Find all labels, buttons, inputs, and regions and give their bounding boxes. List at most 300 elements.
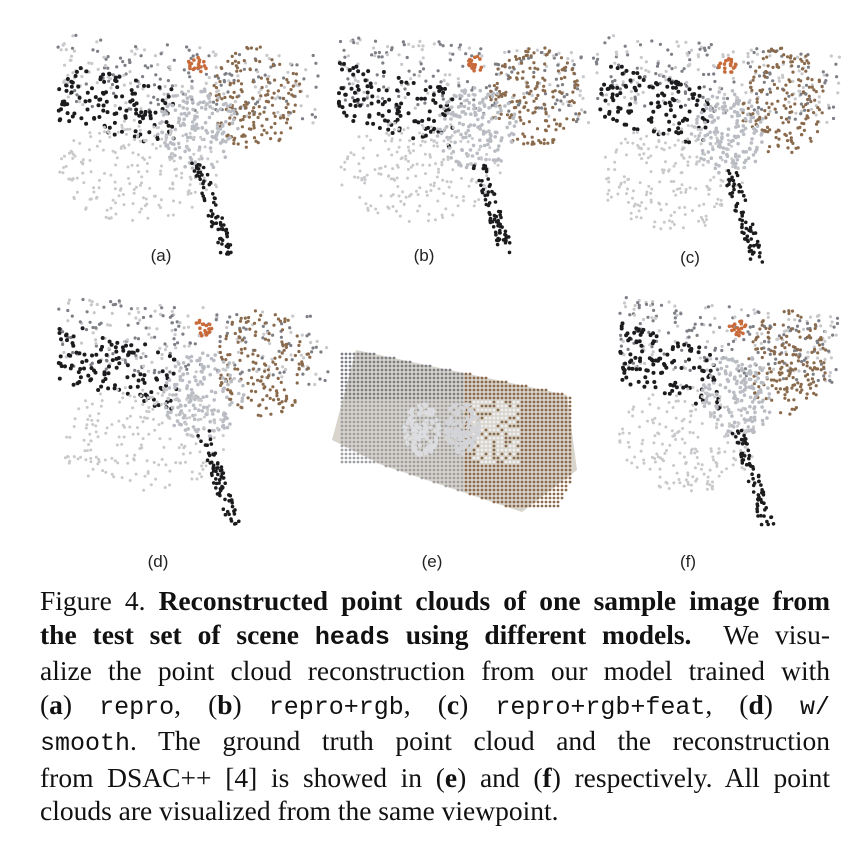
cloud-point [732, 66, 736, 70]
cloud-point [196, 53, 199, 56]
gt-point [513, 413, 516, 416]
cloud-point [182, 416, 186, 420]
cloud-point [65, 89, 69, 93]
gt-point [341, 409, 344, 412]
cloud-point [209, 140, 213, 144]
cloud-point [818, 108, 821, 111]
cloud-point [283, 317, 286, 320]
cloud-point [744, 118, 748, 122]
cloud-point [636, 131, 639, 134]
gt-point [505, 397, 508, 400]
cloud-point [87, 443, 90, 446]
gt-point [377, 425, 380, 428]
cloud-point [491, 104, 494, 107]
cloud-point [62, 81, 65, 84]
cloud-point [635, 216, 638, 219]
cloud-point [460, 148, 464, 152]
cloud-point [225, 72, 228, 75]
cloud-point [179, 462, 182, 465]
gt-point [417, 381, 420, 384]
cloud-point [128, 61, 131, 64]
gt-point [437, 389, 440, 392]
cloud-point [640, 201, 643, 204]
gt-point [349, 441, 352, 444]
cloud-point [702, 164, 705, 167]
gt-point [417, 417, 420, 420]
cloud-point [377, 55, 380, 58]
cloud-point [261, 356, 264, 359]
cloud-point [213, 197, 217, 201]
cloud-point [136, 164, 139, 167]
gt-point [393, 389, 396, 392]
cloud-point [229, 251, 233, 255]
cloud-point [66, 77, 70, 81]
cloud-point [676, 90, 680, 94]
cloud-point [473, 204, 476, 207]
cloud-point [113, 383, 117, 387]
cloud-point [281, 328, 284, 331]
cloud-point [552, 54, 555, 57]
cloud-point [605, 93, 608, 96]
cloud-point [280, 340, 283, 343]
cloud-point [144, 393, 148, 397]
cloud-point [380, 194, 383, 197]
cloud-point [68, 299, 71, 302]
cloud-point [168, 484, 171, 487]
cloud-point [386, 45, 389, 48]
gt-point [341, 429, 344, 432]
cloud-point [311, 113, 314, 116]
gt-point [433, 393, 436, 396]
cloud-point [835, 75, 838, 78]
cloud-point [153, 429, 156, 432]
cloud-point [211, 112, 215, 116]
cloud-point [168, 187, 171, 190]
cloud-point [86, 91, 90, 95]
gt-point [361, 369, 364, 372]
gt-point [389, 425, 392, 428]
cloud-point [195, 370, 198, 373]
cloud-point [421, 48, 424, 51]
cloud-point [85, 423, 88, 426]
cloud-point [188, 380, 192, 384]
gt-point [457, 393, 460, 396]
cloud-point [742, 102, 745, 105]
gt-point [545, 417, 548, 420]
gt-point [357, 425, 360, 428]
cloud-point [127, 324, 130, 327]
gt-point [345, 369, 348, 372]
cloud-point [279, 320, 282, 323]
cloud-point [215, 482, 219, 486]
cloud-point [815, 123, 818, 126]
cloud-point [762, 57, 765, 60]
cloud-point [688, 156, 691, 159]
cloud-point [66, 455, 69, 458]
gt-point [425, 369, 428, 372]
gt-point [541, 429, 544, 432]
cloud-point [159, 386, 163, 390]
cloud-point [672, 123, 675, 126]
cloud-point [172, 214, 175, 217]
cloud-point [428, 153, 431, 156]
cloud-point [731, 191, 735, 195]
gt-point [361, 433, 364, 436]
gt-point [409, 369, 412, 372]
gt-point [505, 389, 508, 392]
cloud-point [787, 95, 790, 98]
cloud-point [109, 86, 112, 89]
gt-point [461, 389, 464, 392]
gt-point [429, 369, 432, 372]
cloud-point [778, 80, 781, 83]
cloud-point [81, 103, 84, 106]
cloud-point [815, 90, 818, 93]
cloud-point [346, 157, 349, 160]
cloud-point [196, 66, 200, 70]
cloud-point [740, 211, 744, 215]
cloud-point [190, 355, 194, 359]
cloud-point [73, 50, 76, 53]
gt-point [385, 409, 388, 412]
cloud-point [176, 341, 179, 344]
cloud-point [137, 170, 140, 173]
cloud-point [471, 137, 474, 140]
gt-point [521, 429, 524, 432]
cloud-point [233, 367, 236, 370]
cloud-point [174, 393, 178, 397]
cloud-point [393, 128, 396, 131]
cloud-point [99, 385, 103, 389]
ground-truth-cloud-e [322, 340, 592, 540]
cloud-point [525, 85, 528, 88]
cloud-point [398, 195, 401, 198]
cloud-point [468, 185, 471, 188]
cloud-point [72, 383, 76, 387]
cloud-point [525, 54, 528, 57]
cloud-point [175, 414, 178, 417]
cloud-point [170, 125, 174, 129]
cloud-point [160, 165, 163, 168]
cloud-point [107, 371, 111, 375]
cloud-point [477, 109, 481, 113]
cloud-point [631, 142, 634, 145]
cloud-point [716, 198, 719, 201]
cloud-point [160, 357, 163, 360]
gt-point [421, 373, 424, 376]
gt-point [365, 385, 368, 388]
cloud-point [519, 119, 522, 122]
cloud-point [72, 334, 76, 338]
cloud-point [713, 119, 717, 123]
cloud-point [110, 216, 113, 219]
cloud-point [650, 188, 653, 191]
cloud-point [238, 335, 241, 338]
cloud-point [735, 111, 739, 115]
gt-point [421, 441, 424, 444]
cloud-point [228, 398, 231, 401]
cloud-point [356, 98, 360, 102]
cloud-point [663, 101, 667, 105]
gt-point [481, 381, 484, 384]
gt-point [481, 409, 484, 412]
cloud-point [786, 146, 789, 149]
cloud-point [244, 317, 247, 320]
cloud-point [659, 73, 662, 76]
cloud-point [122, 193, 125, 196]
cloud-point [811, 86, 814, 89]
cloud-point [387, 98, 391, 102]
gt-point [501, 405, 504, 408]
cloud-point [217, 369, 221, 373]
cloud-point [295, 63, 298, 66]
cloud-point [293, 399, 296, 402]
cloud-point [351, 119, 355, 123]
cloud-point [165, 388, 168, 391]
cloud-point [117, 356, 121, 360]
cloud-point [277, 377, 280, 380]
cloud-point [87, 475, 90, 478]
cloud-point [363, 176, 366, 179]
cloud-point [302, 356, 305, 359]
gt-point [437, 409, 440, 412]
cloud-point [536, 68, 539, 71]
cloud-point [83, 439, 86, 442]
cloud-point [258, 98, 261, 101]
gt-point [349, 377, 352, 380]
cloud-point [105, 58, 108, 61]
cloud-point [728, 179, 732, 183]
cloud-point [733, 209, 737, 213]
cloud-point [703, 47, 706, 50]
cloud-point [358, 196, 361, 199]
cloud-point [99, 140, 102, 143]
gt-point [493, 417, 496, 420]
cloud-point [740, 130, 744, 134]
gt-point [561, 405, 564, 408]
cloud-point [274, 132, 277, 135]
gt-point [377, 441, 380, 444]
cloud-point [340, 166, 343, 169]
gt-point [345, 421, 348, 424]
gt-point [505, 385, 508, 388]
gt-point [433, 377, 436, 380]
gt-point [381, 405, 384, 408]
cloud-point [426, 194, 429, 197]
cloud-point [689, 186, 692, 189]
cloud-point [114, 345, 118, 349]
gt-point [409, 361, 412, 364]
cloud-point [219, 223, 223, 227]
gt-point [505, 401, 508, 404]
cloud-point [110, 207, 113, 210]
cloud-point [818, 101, 821, 104]
gt-point [481, 397, 484, 400]
gt-point [405, 377, 408, 380]
cloud-point [140, 208, 143, 211]
cloud-point [484, 198, 488, 202]
cloud-point [285, 343, 288, 346]
cloud-point [66, 74, 69, 77]
cloud-point [684, 191, 687, 194]
gt-point [381, 381, 384, 384]
cloud-point [695, 103, 699, 107]
cloud-point [301, 334, 304, 337]
cloud-point [754, 70, 757, 73]
gt-point [349, 381, 352, 384]
cloud-point [210, 357, 214, 361]
cloud-point [494, 131, 498, 135]
cloud-point [200, 155, 203, 158]
cloud-point [416, 103, 419, 106]
cloud-point [532, 61, 535, 64]
gt-point [521, 401, 524, 404]
cloud-point [124, 109, 128, 113]
cloud-point [147, 433, 150, 436]
cloud-point [113, 121, 117, 125]
cloud-point [451, 168, 454, 171]
cloud-point [515, 49, 518, 52]
gt-point [557, 429, 560, 432]
cloud-point [749, 226, 753, 230]
cloud-point [470, 54, 473, 57]
gt-point [401, 365, 404, 368]
cloud-point [230, 519, 234, 523]
cloud-point [371, 122, 375, 126]
cloud-point [252, 80, 255, 83]
cloud-point [442, 192, 445, 195]
cloud-point [135, 357, 138, 360]
cloud-point [484, 158, 488, 162]
cloud-point [576, 118, 579, 121]
gt-point [493, 385, 496, 388]
gt-point [501, 393, 504, 396]
cloud-point [645, 60, 648, 63]
cloud-point [66, 319, 69, 322]
cloud-point [531, 111, 534, 114]
cloud-point [690, 132, 694, 136]
cloud-point [200, 106, 204, 110]
gt-point [345, 409, 348, 412]
gt-point [401, 417, 404, 420]
cloud-point [395, 111, 399, 115]
panel-label-a: (a) [150, 246, 172, 265]
gt-point [485, 401, 488, 404]
cloud-point [836, 91, 839, 94]
cloud-point [457, 84, 460, 87]
gt-point [429, 417, 432, 420]
cloud-point [776, 87, 779, 90]
cloud-point [278, 63, 281, 66]
gt-point [545, 393, 548, 396]
cloud-point [802, 90, 805, 93]
cloud-point [145, 326, 148, 329]
cloud-point [451, 53, 454, 56]
gt-point [561, 393, 564, 396]
cloud-point [459, 140, 462, 143]
cloud-point [790, 151, 793, 154]
cloud-point [181, 412, 184, 415]
cloud-point [572, 118, 575, 121]
cloud-point [212, 101, 215, 104]
cloud-point [791, 80, 794, 83]
gt-point [353, 401, 356, 404]
cloud-point [304, 68, 307, 71]
cloud-point [709, 88, 712, 91]
cloud-point [343, 168, 346, 171]
gt-point [409, 397, 412, 400]
cloud-point [171, 393, 175, 397]
cloud-point [714, 142, 717, 145]
cloud-point [219, 340, 222, 343]
cloud-point [527, 109, 530, 112]
gt-point [449, 373, 452, 376]
cloud-point [398, 146, 401, 149]
cloud-point [114, 151, 117, 154]
cloud-point [366, 104, 369, 107]
gt-point [341, 425, 344, 428]
cloud-point [459, 43, 462, 46]
gt-point [377, 429, 380, 432]
cloud-point [432, 75, 435, 78]
cloud-point [267, 81, 270, 84]
cloud-point [188, 416, 191, 419]
cloud-point [114, 104, 117, 107]
cloud-point [163, 342, 166, 345]
cloud-point [503, 104, 507, 108]
cloud-point [115, 65, 118, 68]
cloud-point [226, 60, 229, 63]
cloud-point [101, 73, 105, 77]
cloud-point [171, 136, 175, 140]
cloud-point [685, 188, 688, 191]
cloud-point [215, 103, 218, 106]
cloud-point [228, 315, 231, 318]
cloud-point [478, 138, 482, 142]
gt-point [369, 385, 372, 388]
cloud-point [281, 351, 284, 354]
cloud-point [95, 456, 98, 459]
cloud-point [282, 406, 285, 409]
cloud-point [106, 386, 110, 390]
cloud-point [659, 43, 662, 46]
cloud-point [381, 55, 384, 58]
cloud-point [252, 368, 255, 371]
cloud-point [776, 100, 779, 103]
cloud-point [112, 73, 115, 76]
cloud-point [92, 116, 96, 120]
cloud-point [214, 469, 218, 473]
gt-point [377, 421, 380, 424]
gt-point [397, 437, 400, 440]
cloud-point [121, 476, 124, 479]
gt-point [485, 421, 488, 424]
cloud-point [237, 142, 240, 145]
cloud-point [124, 101, 127, 104]
cloud-point [351, 73, 355, 77]
gt-point [349, 409, 352, 412]
cloud-point [177, 325, 180, 328]
cloud-point [667, 120, 671, 124]
cloud-point [142, 437, 145, 440]
gt-point [553, 393, 556, 396]
cloud-point [704, 224, 707, 227]
gt-point [469, 393, 472, 396]
cloud-point [629, 109, 633, 113]
gt-point [553, 417, 556, 420]
cloud-point [736, 158, 740, 162]
cloud-point [636, 40, 639, 43]
